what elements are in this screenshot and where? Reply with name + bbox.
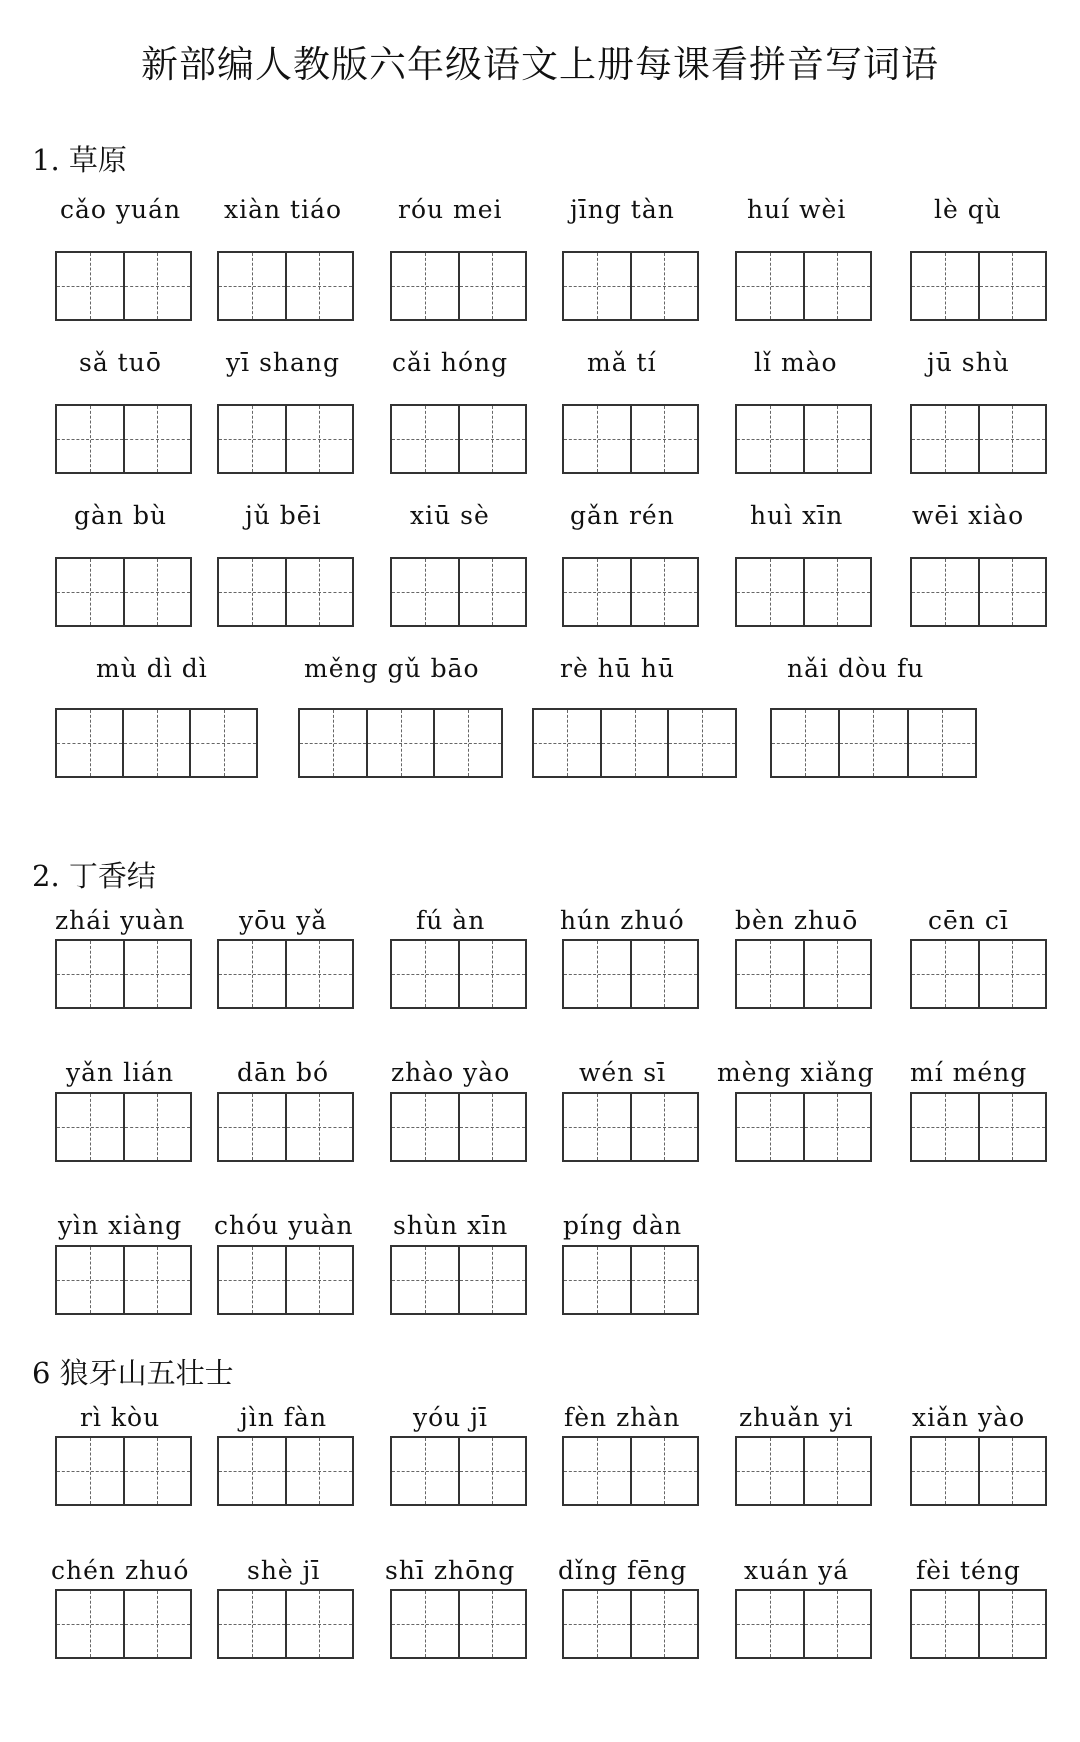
writing-grid[interactable] <box>562 1436 699 1506</box>
grid-cell[interactable] <box>122 710 189 776</box>
pinyin-label: mǎ tí <box>587 348 657 377</box>
pinyin-label: wén sī <box>579 1058 667 1087</box>
grid-cell[interactable] <box>57 1247 123 1313</box>
pinyin-label: yìn xiàng <box>58 1211 183 1240</box>
grid-cell[interactable] <box>123 1591 191 1657</box>
grid-cell[interactable] <box>838 710 906 776</box>
pinyin-label: mí méng <box>910 1058 1028 1087</box>
grid-cell[interactable] <box>667 710 735 776</box>
writing-grid[interactable] <box>217 1092 354 1162</box>
pinyin-label: dǐng fēng <box>558 1556 688 1585</box>
grid-cell[interactable] <box>57 1438 123 1504</box>
grid-cell[interactable] <box>912 406 978 472</box>
pinyin-label: jìn fàn <box>240 1403 328 1432</box>
writing-grid[interactable] <box>390 557 527 627</box>
writing-grid[interactable] <box>55 1245 192 1315</box>
pinyin-label: jǔ bēi <box>245 501 322 530</box>
writing-grid[interactable] <box>770 708 977 778</box>
grid-cell[interactable] <box>912 1094 978 1160</box>
writing-grid[interactable] <box>390 1589 527 1659</box>
grid-cell[interactable] <box>433 710 501 776</box>
grid-cell[interactable] <box>564 559 630 625</box>
pinyin-label: xiàn tiáo <box>224 195 343 224</box>
grid-cell[interactable] <box>630 559 698 625</box>
pinyin-label: zhào yào <box>391 1058 511 1087</box>
grid-cell[interactable] <box>737 1094 803 1160</box>
pinyin-label: yī shang <box>226 348 341 377</box>
grid-cell[interactable] <box>123 1247 191 1313</box>
grid-cell[interactable] <box>978 1094 1046 1160</box>
pinyin-label: huí wèi <box>747 195 847 224</box>
writing-grid[interactable] <box>55 1092 192 1162</box>
writing-grid[interactable] <box>735 557 872 627</box>
writing-grid[interactable] <box>55 939 192 1009</box>
pinyin-label: huì xīn <box>750 501 844 530</box>
writing-grid[interactable] <box>217 251 354 321</box>
lesson-heading: 1. 草原 <box>32 143 127 177</box>
grid-cell[interactable] <box>219 1247 285 1313</box>
writing-grid[interactable] <box>55 708 258 778</box>
pinyin-label: fèi téng <box>916 1556 1021 1585</box>
grid-cell[interactable] <box>912 1591 978 1657</box>
writing-grid[interactable] <box>55 1589 192 1659</box>
grid-cell[interactable] <box>57 1591 123 1657</box>
grid-cell[interactable] <box>978 941 1046 1007</box>
grid-cell[interactable] <box>907 710 975 776</box>
writing-grid[interactable] <box>910 1436 1047 1506</box>
grid-cell[interactable] <box>630 406 698 472</box>
grid-cell[interactable] <box>600 710 668 776</box>
pinyin-label: gàn bù <box>74 501 168 530</box>
writing-grid[interactable] <box>55 1436 192 1506</box>
writing-grid[interactable] <box>735 939 872 1009</box>
grid-cell[interactable] <box>123 941 191 1007</box>
page-title: 新部编人教版六年级语文上册每课看拼音写词语 <box>141 43 939 86</box>
grid-cell[interactable] <box>285 1591 353 1657</box>
grid-cell[interactable] <box>978 1438 1046 1504</box>
pinyin-label: shè jī <box>247 1556 321 1585</box>
grid-cell[interactable] <box>772 710 838 776</box>
writing-grid[interactable] <box>217 404 354 474</box>
grid-cell[interactable] <box>803 559 871 625</box>
grid-cell[interactable] <box>803 1094 871 1160</box>
pinyin-label: měng gǔ bāo <box>304 654 480 683</box>
writing-grid[interactable] <box>55 404 192 474</box>
grid-cell[interactable] <box>912 1438 978 1504</box>
grid-cell[interactable] <box>737 559 803 625</box>
grid-cell[interactable] <box>219 941 285 1007</box>
grid-cell[interactable] <box>366 710 434 776</box>
grid-cell[interactable] <box>57 559 123 625</box>
grid-cell[interactable] <box>392 1247 458 1313</box>
writing-grid[interactable] <box>390 1245 527 1315</box>
grid-cell[interactable] <box>57 253 123 319</box>
grid-cell[interactable] <box>630 1438 698 1504</box>
grid-cell[interactable] <box>392 941 458 1007</box>
grid-cell[interactable] <box>392 1438 458 1504</box>
grid-cell[interactable] <box>978 406 1046 472</box>
writing-grid[interactable] <box>735 1436 872 1506</box>
grid-cell[interactable] <box>912 253 978 319</box>
grid-cell[interactable] <box>630 941 698 1007</box>
pinyin-label: wēi xiào <box>912 501 1025 530</box>
grid-cell[interactable] <box>737 1438 803 1504</box>
grid-cell[interactable] <box>458 1094 526 1160</box>
pinyin-label: mèng xiǎng <box>717 1058 875 1087</box>
grid-cell[interactable] <box>630 1094 698 1160</box>
pinyin-label: róu mei <box>398 195 503 224</box>
pinyin-label: cēn cī <box>928 906 1009 935</box>
grid-cell[interactable] <box>219 1591 285 1657</box>
pinyin-label: fú àn <box>416 906 486 935</box>
grid-cell[interactable] <box>219 1094 285 1160</box>
grid-cell[interactable] <box>564 1247 630 1313</box>
grid-cell[interactable] <box>189 710 256 776</box>
pinyin-label: xuán yá <box>744 1556 850 1585</box>
writing-grid[interactable] <box>735 1092 872 1162</box>
grid-cell[interactable] <box>564 1438 630 1504</box>
grid-cell[interactable] <box>285 1247 353 1313</box>
pinyin-label: hún zhuó <box>560 906 685 935</box>
writing-grid[interactable] <box>910 1092 1047 1162</box>
grid-cell[interactable] <box>57 941 123 1007</box>
writing-grid[interactable] <box>910 939 1047 1009</box>
pinyin-label: chén zhuó <box>51 1556 190 1585</box>
pinyin-label: chóu yuàn <box>214 1211 354 1240</box>
writing-grid[interactable] <box>390 1436 527 1506</box>
grid-cell[interactable] <box>564 253 630 319</box>
writing-grid[interactable] <box>217 557 354 627</box>
pinyin-label: rè hū hū <box>560 654 676 683</box>
lesson-heading: 2. 丁香结 <box>32 859 156 893</box>
pinyin-label: lè qù <box>934 195 1002 224</box>
writing-grid[interactable] <box>532 708 737 778</box>
grid-cell[interactable] <box>219 253 285 319</box>
writing-grid[interactable] <box>390 1092 527 1162</box>
grid-cell[interactable] <box>123 1094 191 1160</box>
writing-grid[interactable] <box>217 1589 354 1659</box>
grid-cell[interactable] <box>57 406 123 472</box>
pinyin-label: shùn xīn <box>393 1211 509 1240</box>
grid-cell[interactable] <box>300 710 366 776</box>
grid-cell[interactable] <box>458 1438 526 1504</box>
pinyin-label: fèn zhàn <box>564 1403 681 1432</box>
grid-cell[interactable] <box>458 1591 526 1657</box>
pinyin-label: xiǎn yào <box>912 1403 1026 1432</box>
writing-grid[interactable] <box>910 404 1047 474</box>
pinyin-label: yōu yǎ <box>239 906 328 935</box>
grid-cell[interactable] <box>285 941 353 1007</box>
grid-cell[interactable] <box>912 941 978 1007</box>
writing-grid[interactable] <box>735 251 872 321</box>
grid-cell[interactable] <box>392 1094 458 1160</box>
grid-cell[interactable] <box>630 1591 698 1657</box>
grid-cell[interactable] <box>803 1591 871 1657</box>
grid-cell[interactable] <box>392 253 458 319</box>
grid-cell[interactable] <box>737 253 803 319</box>
writing-grid[interactable] <box>390 939 527 1009</box>
writing-grid[interactable] <box>217 939 354 1009</box>
grid-cell[interactable] <box>123 1438 191 1504</box>
writing-grid[interactable] <box>55 251 192 321</box>
grid-cell[interactable] <box>285 1094 353 1160</box>
grid-cell[interactable] <box>978 1591 1046 1657</box>
pinyin-label: yǎn lián <box>66 1058 175 1087</box>
writing-grid[interactable] <box>735 1589 872 1659</box>
grid-cell[interactable] <box>978 253 1046 319</box>
grid-cell[interactable] <box>978 559 1046 625</box>
grid-cell[interactable] <box>737 1591 803 1657</box>
pinyin-label: shī zhōng <box>385 1556 516 1585</box>
writing-grid[interactable] <box>910 1589 1047 1659</box>
pinyin-label: jīng tàn <box>570 195 675 224</box>
grid-cell[interactable] <box>803 253 871 319</box>
grid-cell[interactable] <box>219 559 285 625</box>
pinyin-label: lǐ mào <box>754 348 838 377</box>
grid-cell[interactable] <box>564 406 630 472</box>
grid-cell[interactable] <box>803 1438 871 1504</box>
pinyin-label: dān bó <box>237 1058 330 1087</box>
pinyin-label: rì kòu <box>80 1403 161 1432</box>
grid-cell[interactable] <box>219 1438 285 1504</box>
grid-cell[interactable] <box>737 406 803 472</box>
grid-cell[interactable] <box>803 406 871 472</box>
pinyin-label: sǎ tuō <box>79 348 162 377</box>
grid-cell[interactable] <box>458 559 526 625</box>
grid-cell[interactable] <box>630 253 698 319</box>
pinyin-label: gǎn rén <box>570 501 675 530</box>
grid-cell[interactable] <box>285 1438 353 1504</box>
writing-grid[interactable] <box>735 404 872 474</box>
pinyin-label: píng dàn <box>563 1211 683 1240</box>
grid-cell[interactable] <box>630 1247 698 1313</box>
writing-grid[interactable] <box>562 1092 699 1162</box>
grid-cell[interactable] <box>534 710 600 776</box>
grid-cell[interactable] <box>285 406 353 472</box>
writing-grid[interactable] <box>298 708 503 778</box>
grid-cell[interactable] <box>803 941 871 1007</box>
grid-cell[interactable] <box>219 406 285 472</box>
writing-grid[interactable] <box>390 404 527 474</box>
pinyin-label: mù dì dì <box>96 654 208 683</box>
grid-cell[interactable] <box>392 559 458 625</box>
writing-grid[interactable] <box>217 1245 354 1315</box>
grid-cell[interactable] <box>123 559 191 625</box>
lesson-heading: 6 狼牙山五壮士 <box>32 1356 234 1390</box>
grid-cell[interactable] <box>564 1591 630 1657</box>
pinyin-label: nǎi dòu fu <box>787 654 925 683</box>
writing-grid[interactable] <box>910 251 1047 321</box>
grid-cell[interactable] <box>285 559 353 625</box>
grid-cell[interactable] <box>912 559 978 625</box>
grid-cell[interactable] <box>123 406 191 472</box>
writing-grid[interactable] <box>55 557 192 627</box>
writing-grid[interactable] <box>390 251 527 321</box>
pinyin-label: zhái yuàn <box>55 906 186 935</box>
grid-cell[interactable] <box>564 941 630 1007</box>
writing-grid[interactable] <box>562 251 699 321</box>
grid-cell[interactable] <box>458 406 526 472</box>
grid-cell[interactable] <box>285 253 353 319</box>
pinyin-label: bèn zhuō <box>735 906 859 935</box>
pinyin-label: cǎo yuán <box>60 195 182 224</box>
writing-grid[interactable] <box>562 557 699 627</box>
writing-grid[interactable] <box>217 1436 354 1506</box>
pinyin-label: yóu jī <box>413 1403 488 1432</box>
grid-cell[interactable] <box>57 710 122 776</box>
writing-grid[interactable] <box>562 1589 699 1659</box>
pinyin-label: zhuǎn yi <box>739 1403 854 1432</box>
grid-cell[interactable] <box>458 1247 526 1313</box>
writing-grid[interactable] <box>562 1245 699 1315</box>
pinyin-label: xiū sè <box>410 501 490 530</box>
pinyin-label: cǎi hóng <box>392 348 509 377</box>
writing-grid[interactable] <box>562 939 699 1009</box>
grid-cell[interactable] <box>392 1591 458 1657</box>
writing-grid[interactable] <box>910 557 1047 627</box>
grid-cell[interactable] <box>564 1094 630 1160</box>
pinyin-label: jū shù <box>927 348 1010 377</box>
grid-cell[interactable] <box>458 253 526 319</box>
grid-cell[interactable] <box>458 941 526 1007</box>
grid-cell[interactable] <box>57 1094 123 1160</box>
grid-cell[interactable] <box>123 253 191 319</box>
writing-grid[interactable] <box>562 404 699 474</box>
grid-cell[interactable] <box>737 941 803 1007</box>
grid-cell[interactable] <box>392 406 458 472</box>
